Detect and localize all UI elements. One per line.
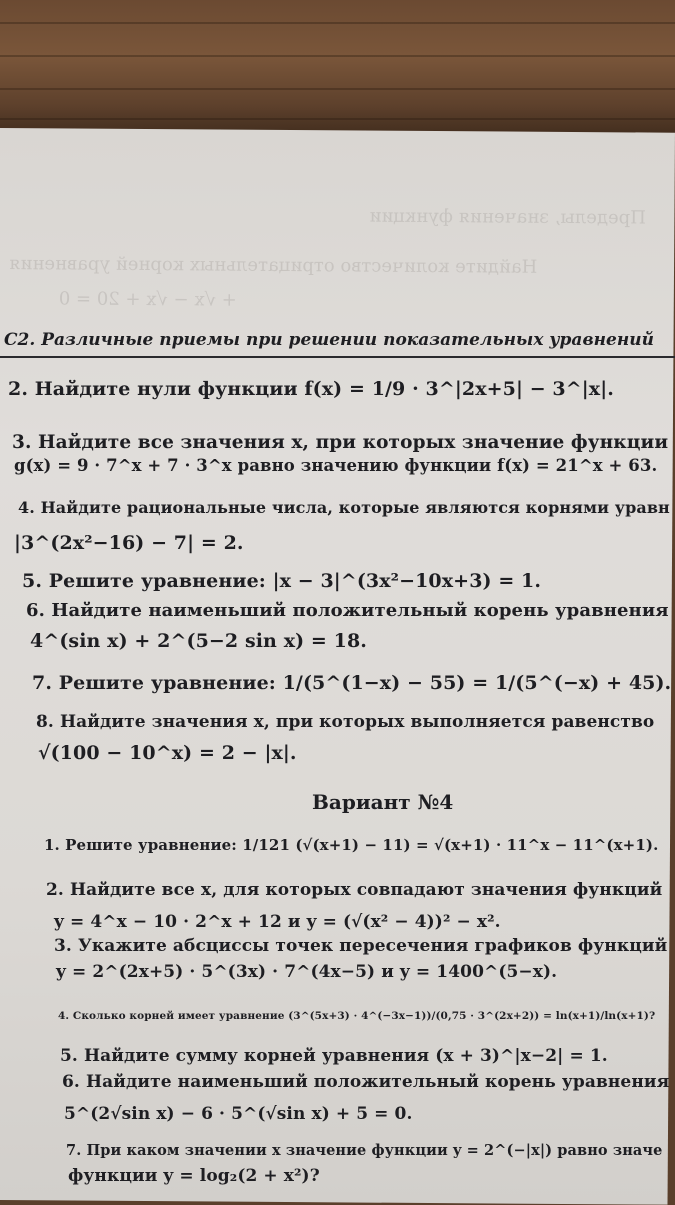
v4-problem-4: 4. Сколько корней имеет уравнение (3^(5x+3) · 4^(−3x−1))/(0,75 · 3^(2x+2)) = ln(x+1)/ln(x+1)?: [58, 1010, 656, 1022]
problem-3: 3. Найдите все значения x, при которых значение функции: [12, 432, 669, 453]
problem-2: 2. Найдите нули функции f(x) = 1/9 · 3^|2x+5| − 3^|x|.: [8, 378, 614, 400]
problem-5: 5. Решите уравнение: |x − 3|^(3x²−10x+3) = 1.: [22, 570, 542, 592]
variant-title: Вариант №4: [312, 790, 454, 814]
problem-8: 8. Найдите значения x, при которых выполняется равенство: [36, 712, 655, 732]
problem-3-formula: g(x) = 9 · 7^x + 7 · 3^x равно значению функции f(x) = 21^x + 63.: [14, 456, 658, 475]
section-divider: [0, 356, 675, 358]
v4-problem-2-formula: y = 4^x − 10 · 2^x + 12 и y = (√(x² − 4))² − x².: [54, 912, 501, 932]
v4-problem-3: 3. Укажите абсциссы точек пересечения графиков функций: [54, 936, 668, 956]
v4-problem-5: 5. Найдите сумму корней уравнения (x + 3)^|x−2| = 1.: [60, 1046, 608, 1066]
v4-problem-3-formula: y = 2^(2x+5) · 5^(3x) · 7^(4x−5) и y = 1400^(5−x).: [56, 962, 558, 982]
wooden-background: [0, 0, 675, 140]
bleed-through-text: + √x − √x + 20 = 0: [58, 288, 237, 311]
v4-problem-7: 7. При каком значении x значение функции y = 2^(−|x|) равно значе: [66, 1142, 663, 1159]
problem-6: 6. Найдите наименьший положительный корень уравнения: [26, 600, 669, 621]
problem-6-formula: 4^(sin x) + 2^(5−2 sin x) = 18.: [30, 630, 368, 652]
problem-4: 4. Найдите рациональные числа, которые являются корнями уравн: [18, 498, 670, 517]
problem-4-formula: |3^(2x²−16) − 7| = 2.: [14, 532, 244, 554]
v4-problem-7-cont: функции y = log₂(2 + x²)?: [68, 1166, 320, 1186]
worksheet-page: [0, 128, 675, 1205]
section-title: С2. Различные приемы при решении показательных уравнений: [4, 330, 654, 350]
v4-problem-1: 1. Решите уравнение: 1/121 (√(x+1) − 11) = √(x+1) · 11^x − 11^(x+1).: [44, 836, 659, 854]
v4-problem-6-formula: 5^(2√sin x) − 6 · 5^(√sin x) + 5 = 0.: [64, 1104, 413, 1124]
bleed-through-text: Найдите количество отрицательных корней уравнения: [8, 253, 538, 278]
problem-7: 7. Решите уравнение: 1/(5^(1−x) − 55) = 1/(5^(−x) + 45).: [32, 672, 672, 694]
v4-problem-2: 2. Найдите все x, для которых совпадают значения функций: [46, 880, 663, 900]
v4-problem-6: 6. Найдите наименьший положительный корень уравнения: [62, 1072, 670, 1092]
bleed-through-text: Пределы, значения функции: [369, 205, 646, 229]
problem-8-formula: √(100 − 10^x) = 2 − |x|.: [38, 742, 297, 764]
